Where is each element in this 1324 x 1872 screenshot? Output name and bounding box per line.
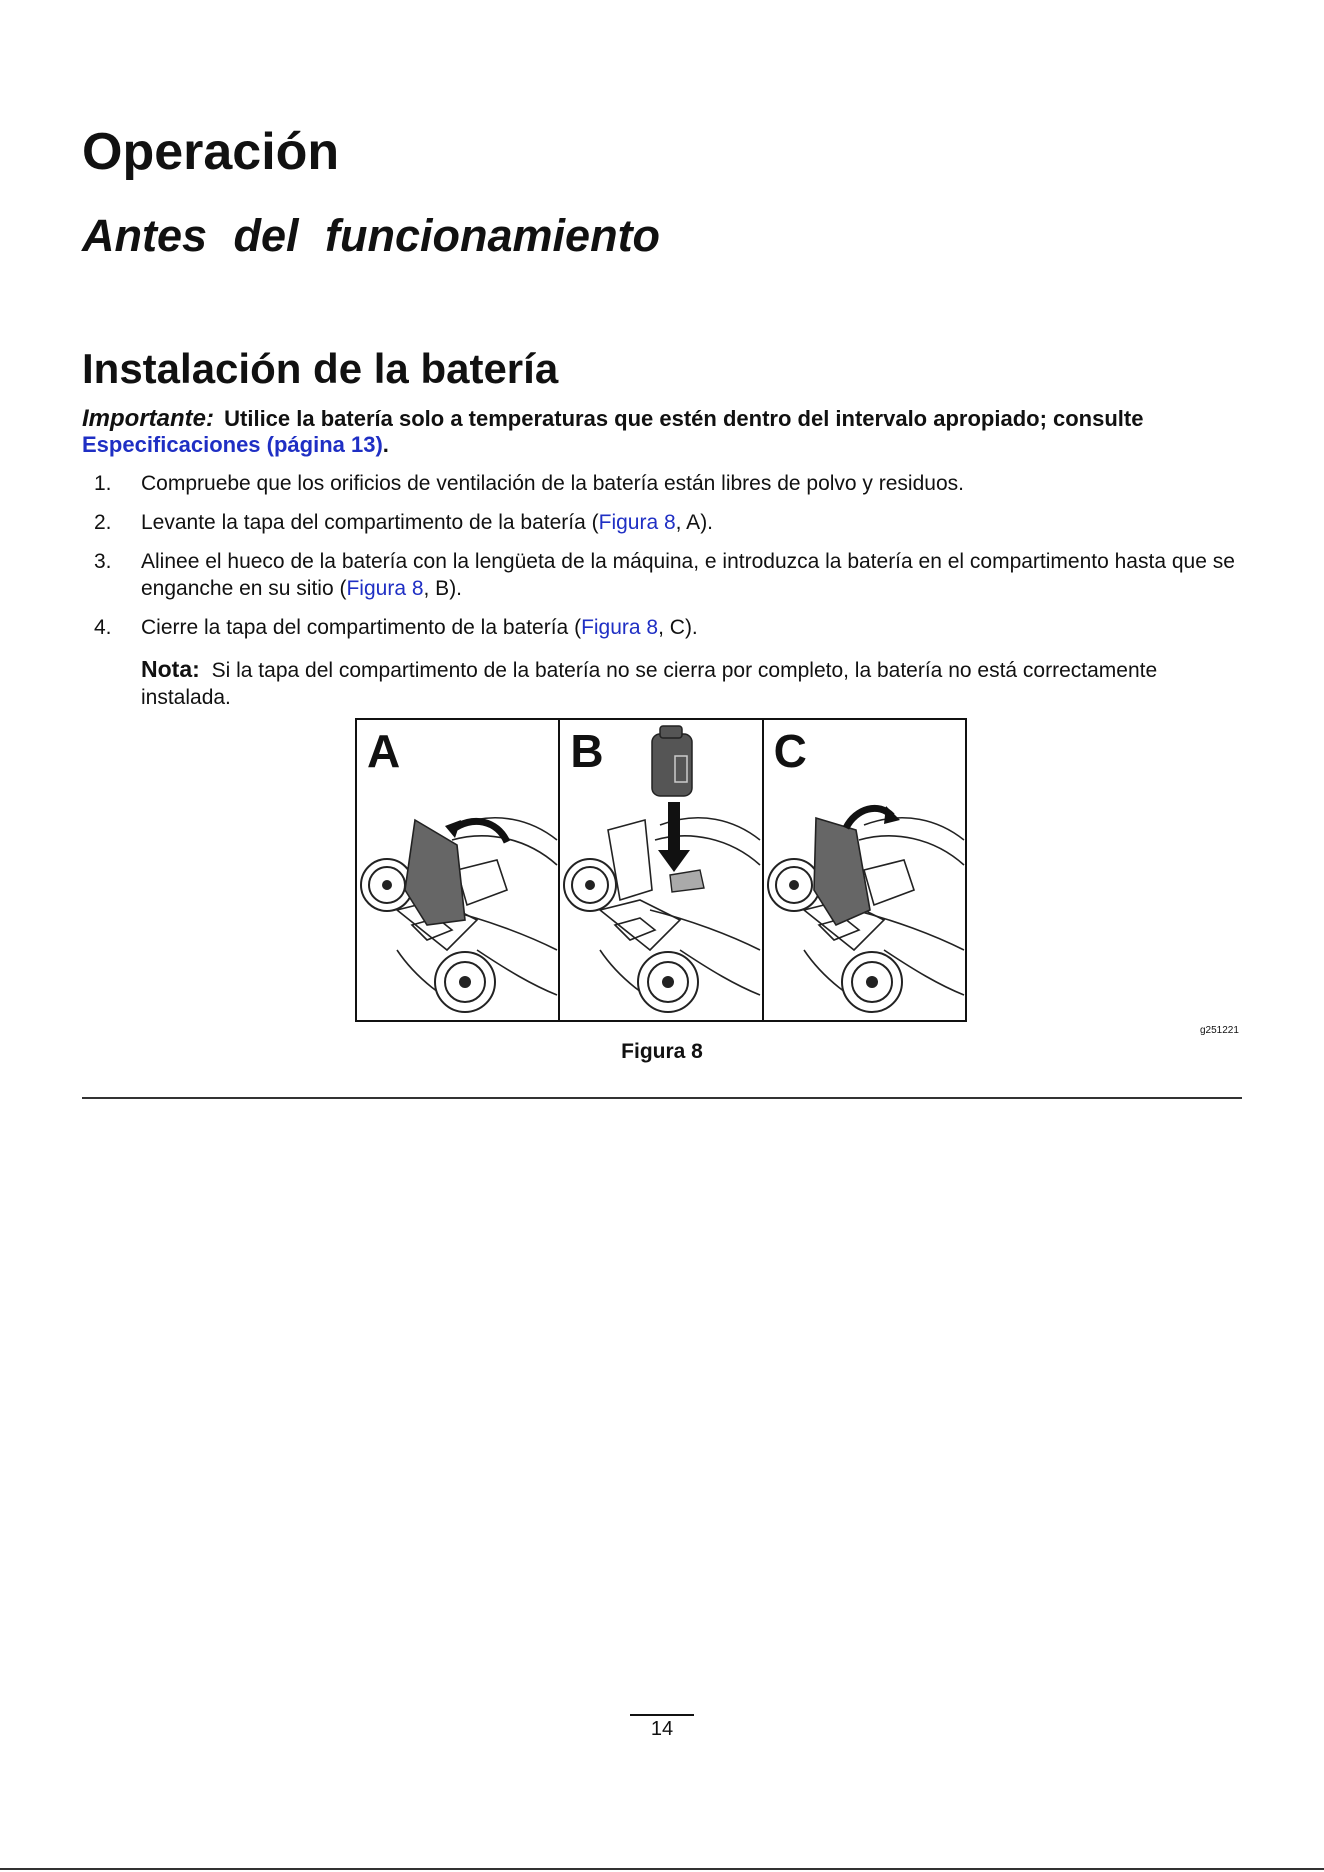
battery-cover bbox=[814, 818, 870, 925]
step-item bbox=[82, 509, 1252, 536]
figure-link[interactable]: Figura 8 bbox=[346, 577, 424, 600]
step-item bbox=[82, 548, 1252, 602]
step-number: 4. bbox=[94, 616, 112, 639]
mower-insert-battery-illustration bbox=[560, 720, 762, 1020]
step-item bbox=[82, 470, 1252, 497]
battery-icon bbox=[652, 734, 692, 796]
figure-id: g251221 bbox=[1200, 1025, 1239, 1036]
figure-panel-c bbox=[764, 720, 965, 1020]
step-text: Alinee el hueco de la batería con la lengüeta de la máquina, e introduzca la batería en el compartimento hasta que se enganche en su sitio ( bbox=[141, 550, 1235, 600]
step-number: 3. bbox=[94, 550, 112, 573]
mower-close-cover-illustration bbox=[764, 720, 966, 1020]
step-item bbox=[82, 614, 1252, 641]
panel-label: A bbox=[367, 725, 401, 777]
step-number: 2. bbox=[94, 511, 112, 534]
battery-cover bbox=[405, 820, 465, 925]
page-number-rule bbox=[630, 1714, 694, 1716]
figure-panel-a bbox=[357, 720, 560, 1020]
step-text-end: , B). bbox=[423, 577, 463, 600]
important-text: Utilice la batería solo a temperaturas que estén dentro del intervalo apropiado; consulte bbox=[224, 406, 1144, 431]
mower-open-cover-illustration bbox=[357, 720, 559, 1020]
important-end: . bbox=[382, 432, 389, 457]
panel-label: C bbox=[773, 725, 807, 777]
page-number: 14 bbox=[650, 1718, 674, 1740]
figure-caption: Figura 8 bbox=[621, 1040, 703, 1063]
arrow-down-icon bbox=[668, 802, 680, 852]
page-bottom-border bbox=[0, 1868, 1324, 1870]
section-divider bbox=[82, 1097, 1242, 1099]
step-text: Compruebe que los orificios de ventilación de la batería están libres de polvo y residuos. bbox=[141, 472, 964, 495]
figure-link[interactable]: Figura 8 bbox=[581, 616, 659, 639]
important-label: Importante: bbox=[82, 405, 214, 432]
figure-link[interactable]: Figura 8 bbox=[598, 511, 676, 534]
step-text: Levante la tapa del compartimento de la batería ( bbox=[141, 511, 599, 534]
note-label: Nota: bbox=[141, 656, 200, 682]
section-title: Operación bbox=[82, 123, 340, 181]
installation-steps bbox=[82, 470, 1252, 653]
step-text-end: , C). bbox=[658, 616, 698, 639]
arrow-icon bbox=[452, 821, 507, 842]
panel-label: B bbox=[570, 725, 604, 777]
step-text-end: , A). bbox=[675, 511, 714, 534]
important-notice bbox=[82, 406, 1252, 458]
note bbox=[141, 656, 1201, 711]
specifications-link[interactable]: Especificaciones (página 13) bbox=[82, 432, 383, 457]
figure-panel-b bbox=[560, 720, 763, 1020]
step-number: 1. bbox=[94, 472, 112, 495]
page-heading: Instalación de la batería bbox=[82, 345, 559, 392]
step-text: Cierre la tapa del compartimento de la batería ( bbox=[141, 616, 582, 639]
subsection-title: Antes del funcionamiento bbox=[82, 210, 661, 261]
note-text: Si la tapa del compartimento de la batería no se cierra por completo, la batería no está correctamente instalada. bbox=[141, 659, 1158, 709]
figure-8 bbox=[355, 718, 967, 1022]
